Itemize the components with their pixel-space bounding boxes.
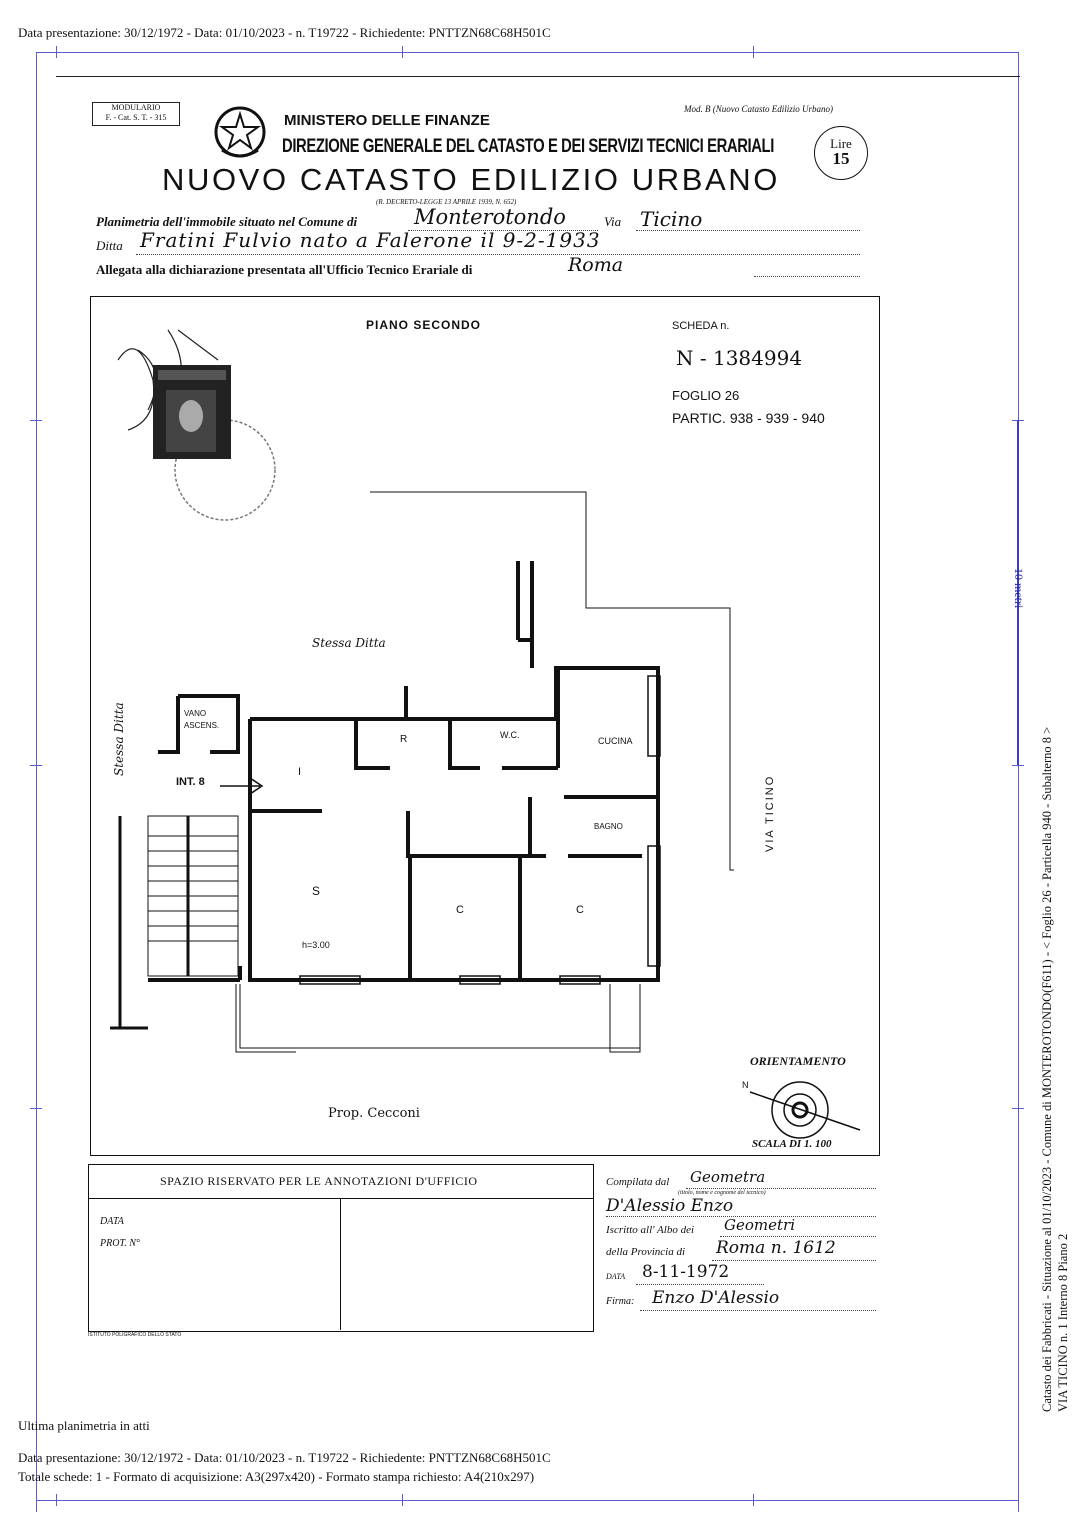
frame-bottom xyxy=(36,1500,1018,1501)
header-info: Data presentazione: 30/12/1972 - Data: 01/10/2023 - n. T19722 - Richiedente: PNTTZN68C68H501C xyxy=(18,25,551,40)
frame-right xyxy=(1018,52,1019,1512)
via-ticino-label: VIA TICINO xyxy=(764,774,776,852)
poligrafico: ISTITUTO POLIGRAFICO DELLO STATO xyxy=(88,1332,182,1338)
room-s: S xyxy=(312,884,321,898)
compilata-value: Geometra xyxy=(690,1168,766,1186)
main-title: NUOVO CATASTO EDILIZIO URBANO xyxy=(162,162,780,197)
firma-label: Firma: xyxy=(606,1296,635,1307)
firma-value: Enzo D'Alessio xyxy=(652,1288,780,1308)
north-label: N xyxy=(742,1080,749,1090)
int-label: INT. 8 xyxy=(176,776,205,788)
iscritto-label: Iscritto all' Albo dei xyxy=(606,1224,695,1236)
provincia-label: della Provincia di xyxy=(606,1246,686,1258)
orientamento-label: ORIENTAMENTO xyxy=(750,1054,846,1068)
tecnico-name: D'Alessio Enzo xyxy=(606,1196,734,1216)
data2-value: 8-11-1972 xyxy=(642,1262,730,1282)
room-wc: W.C. xyxy=(500,730,520,740)
ultima-planimetria: Ultima planimetria in atti xyxy=(18,1418,150,1433)
decreto: (R. DECRETO-LEGGE 13 APRILE 1939, N. 652) xyxy=(376,198,517,206)
scheda-label: SCHEDA n. xyxy=(672,320,730,332)
data2-label: DATA xyxy=(606,1272,626,1281)
piano-label: PIANO SECONDO xyxy=(366,318,482,332)
ufficio-value: Roma xyxy=(568,254,624,276)
planimetria-label: Planimetria dell'immobile situato nel Comune di xyxy=(96,214,358,229)
prop-label: Prop. Cecconi xyxy=(328,1106,420,1121)
lire-label: Lire xyxy=(830,136,852,151)
riservato-title: SPAZIO RISERVATO PER LE ANNOTAZIONI D'UFFICIO xyxy=(160,1174,478,1188)
emblem-icon xyxy=(212,104,268,162)
room-cucina: CUCINA xyxy=(598,736,633,746)
comune-value: Monterotondo xyxy=(414,205,566,229)
ministero-title: MINISTERO DELLE FINANZE xyxy=(284,112,490,129)
via-value: Ticino xyxy=(640,207,703,231)
modulario-box xyxy=(92,102,180,126)
room-i: I xyxy=(298,766,302,778)
footer-line2: Totale schede: 1 - Formato di acquisizione: A3(297x420) - Formato stampa richiesto: A4(210x297) xyxy=(18,1469,535,1484)
prot-label: PROT. N° xyxy=(100,1238,140,1249)
side-info-line2: VIA TICINO n. 1 Interno 8 Piano 2 xyxy=(1056,1233,1070,1412)
lire-stamp xyxy=(814,126,868,180)
particella: PARTIC. 938 - 939 - 940 xyxy=(672,410,825,426)
via-label: Via xyxy=(604,214,622,229)
allegata-label: Allegata alla dichiarazione presentata all'Ufficio Tecnico Erariale di xyxy=(96,262,473,277)
side-info-line1: Catasto dei Fabbricati - Situazione al 01/10/2023 - Comune di MONTEROTONDO(F611) - < Foglio 26 - Particella 940 - Subalterno 8 > xyxy=(1040,726,1054,1412)
vano-ascens: VANO ASCENS. xyxy=(184,709,220,730)
room-c1: C xyxy=(456,904,464,916)
ditta-label: Ditta xyxy=(96,238,123,253)
ditta-value: Fratini Fulvio nato a Falerone il 9-2-1933 xyxy=(140,228,601,252)
frame-top xyxy=(36,52,1018,53)
mod-b: Mod. B (Nuovo Catasto Edilizio Urbano) xyxy=(684,104,833,114)
scala-label: SCALA DI 1. 100 xyxy=(752,1138,832,1150)
room-bagno: BAGNO xyxy=(594,822,623,831)
footer-line1: Data presentazione: 30/12/1972 - Data: 01/10/2023 - n. T19722 - Richiedente: PNTTZN68C68H501C xyxy=(18,1450,551,1465)
room-c2: C xyxy=(576,904,584,916)
modulario-code: F. - Cat. S. T. - 315 xyxy=(105,113,167,122)
data-label: DATA xyxy=(100,1216,124,1227)
provincia-value: Roma n. 1612 xyxy=(716,1238,836,1258)
frame-left xyxy=(36,52,37,1512)
scheda-number: N - 1384994 xyxy=(676,346,803,370)
height-label: h=3.00 xyxy=(302,940,330,950)
room-r: R xyxy=(400,734,408,745)
stessa-ditta-top: Stessa Ditta xyxy=(312,636,386,650)
entry-arrow-icon xyxy=(220,778,262,794)
iscritto-value: Geometri xyxy=(724,1216,795,1234)
stessa-ditta-left: Stessa Ditta xyxy=(112,702,126,776)
riservato-box xyxy=(88,1164,594,1332)
lire-value: 15 xyxy=(832,149,850,168)
compilata-label: Compilata dal xyxy=(606,1176,670,1188)
direzione-title: DIREZIONE GENERALE DEL CATASTO E DEI SERVIZI TECNICI ERARIALI xyxy=(282,136,774,157)
ten-metri-label: 10 metri xyxy=(1012,568,1026,609)
titolo-note: (titolo, nome e cognome del tecnico) xyxy=(678,1190,766,1196)
modulario-label: MODULARIO xyxy=(111,103,161,112)
foglio: FOGLIO 26 xyxy=(672,388,740,403)
